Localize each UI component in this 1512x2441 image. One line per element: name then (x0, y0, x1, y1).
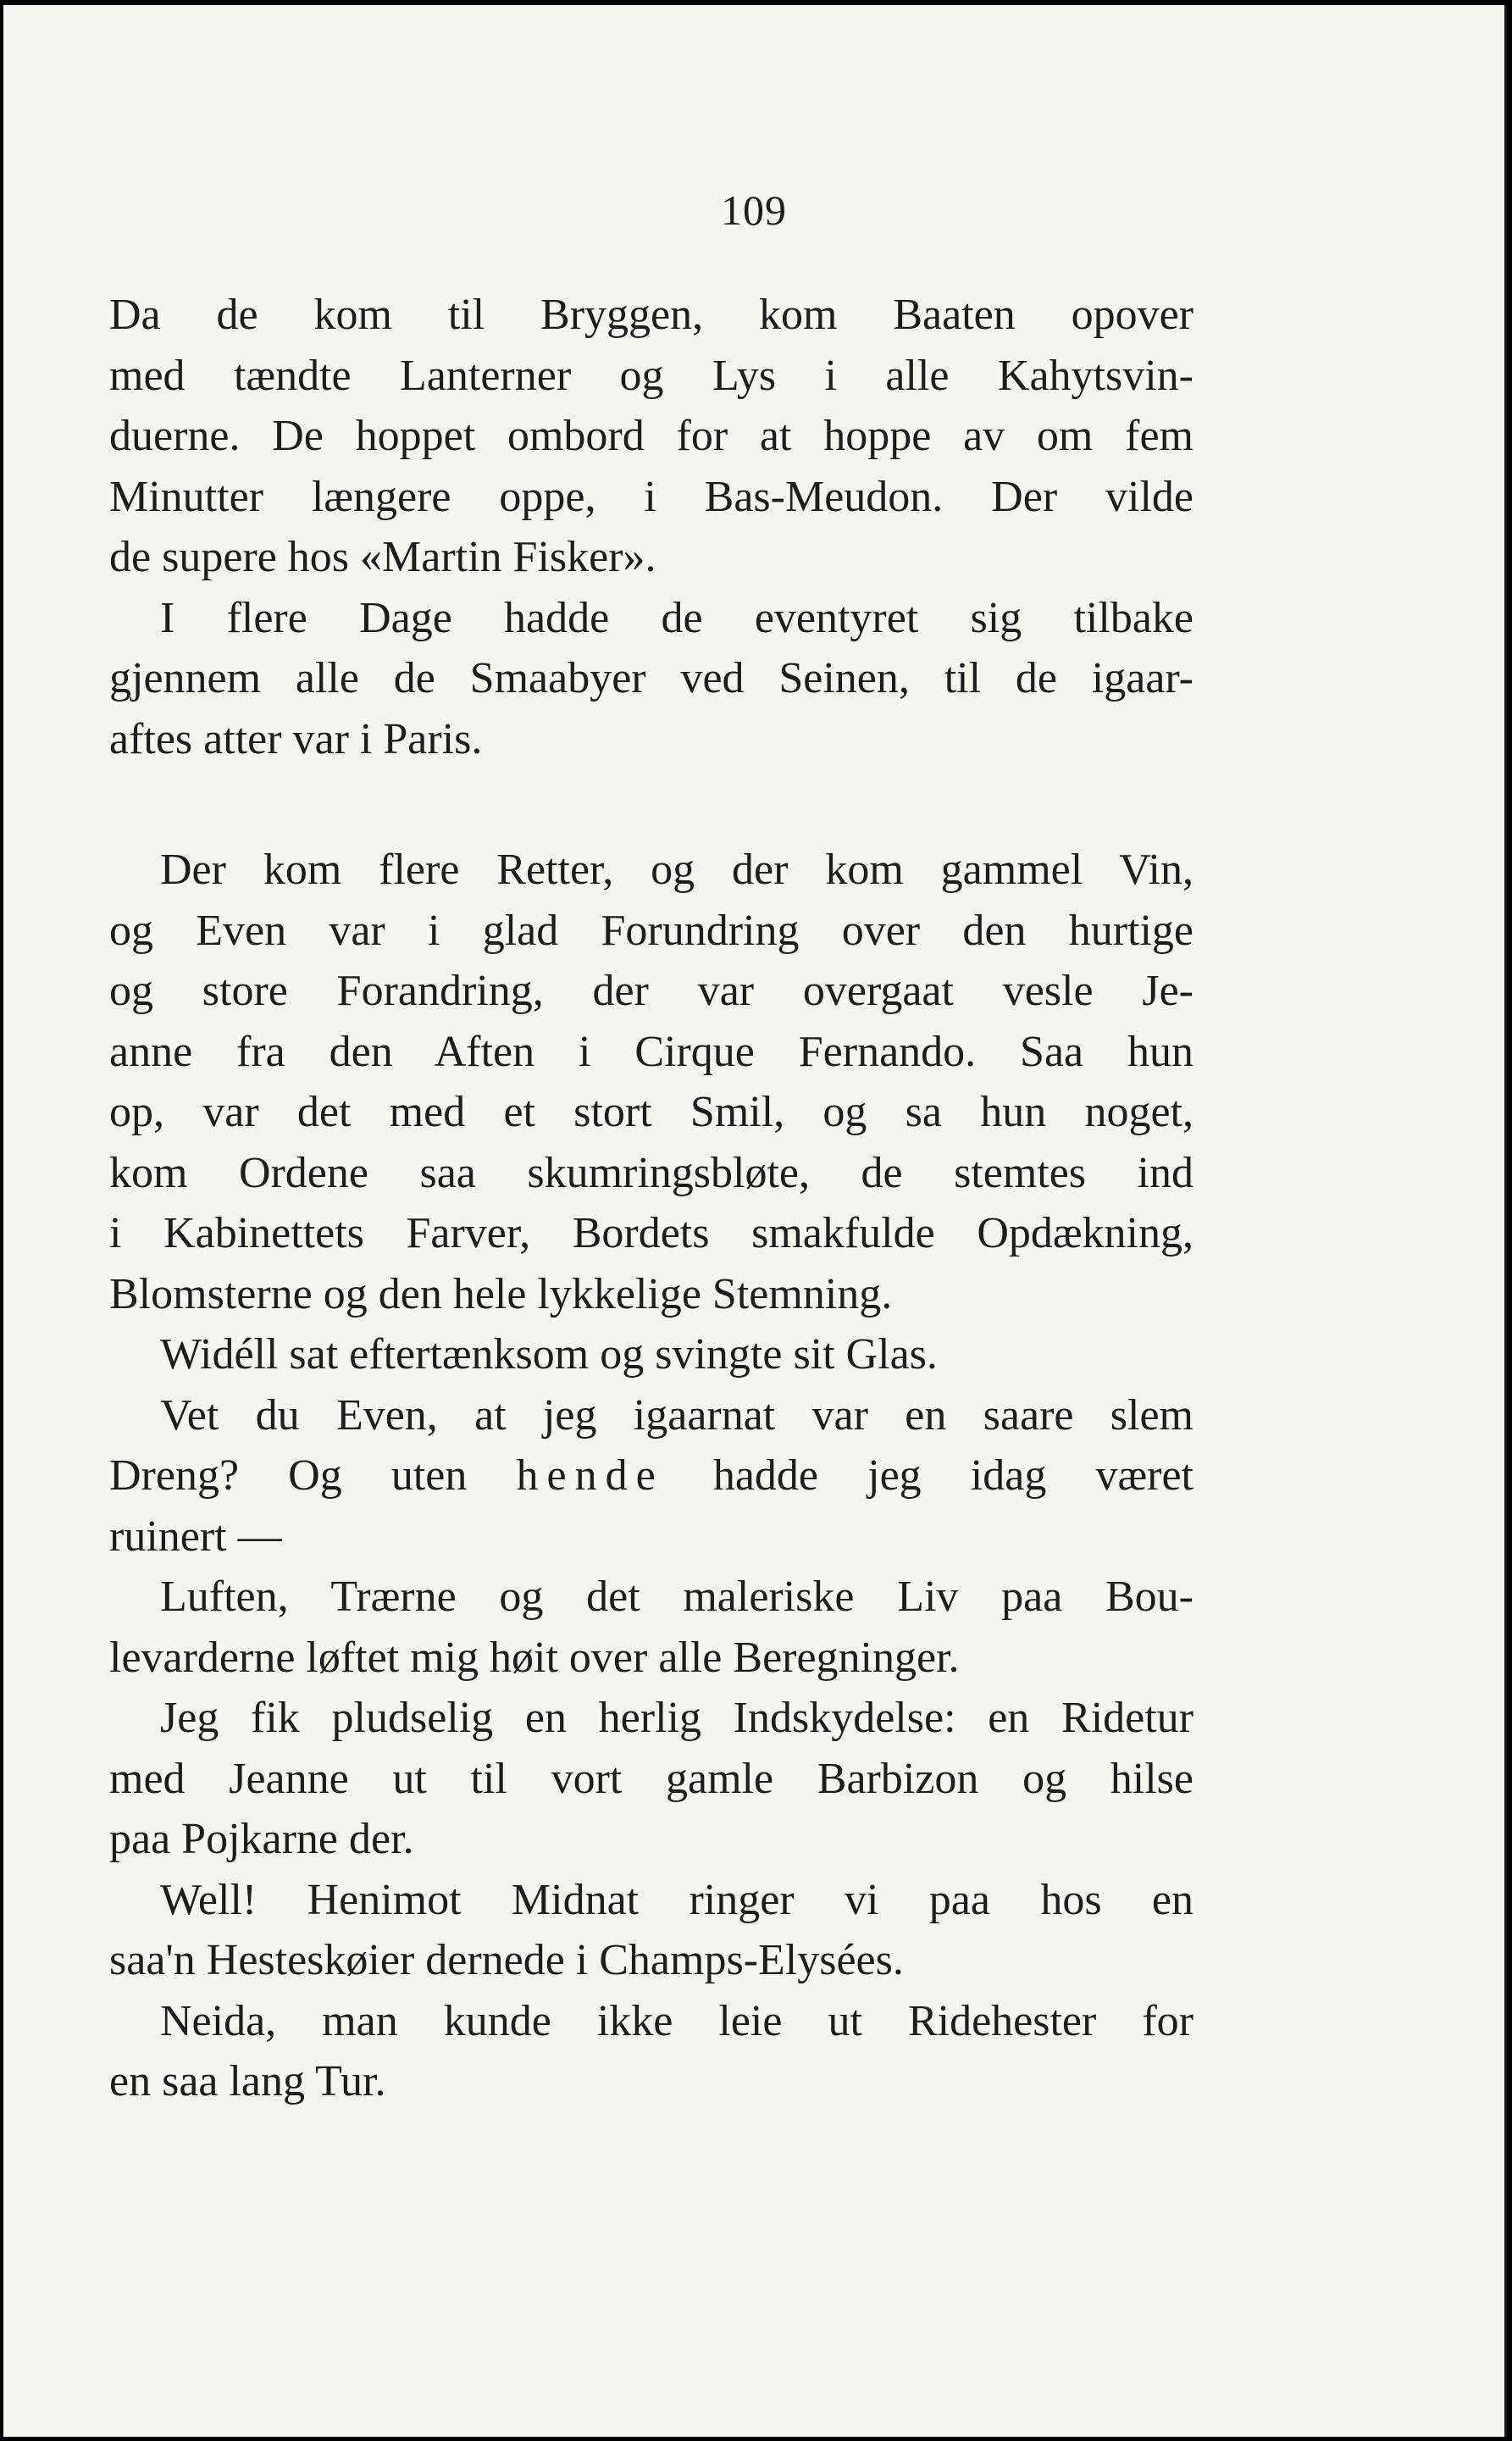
paragraph-block-2 (109, 840, 1194, 2112)
text-line: saa'n Hesteskøier dernede i Champs-Elysées. (109, 1936, 904, 1984)
text-line: duerne. De hoppet ombord for at hoppe av om fem (109, 412, 1194, 460)
text-line: en saa lang Tur. (109, 2057, 386, 2105)
text-line: I flere Dage hadde de eventyret sig tilbake (160, 593, 1194, 642)
text-line: anne fra den Aften i Cirque Fernando. Saa hun (109, 1027, 1194, 1076)
text-line: Da de kom til Bryggen, kom Baaten opover (109, 291, 1194, 339)
text-line: Vet du Even, at jeg igaarnat var en saare slem (160, 1390, 1194, 1440)
book-page (3, 5, 1507, 2437)
paragraph-block-1 (109, 285, 1194, 769)
text-line: Neida, man kunde ikke leie ut Ridehester for (160, 1996, 1194, 2045)
text-line: Widéll sat eftertænksom og svingte sit Glas. (160, 1330, 938, 1379)
text-line: i Kabinettets Farver, Bordets smakfulde Opdækning, (109, 1209, 1194, 1257)
text-line-spaced (109, 1445, 1194, 1506)
text-fragment: hadde jeg idag været (663, 1451, 1194, 1500)
text-line: op, var det med et stort Smil, og sa hun noget, (109, 1088, 1194, 1136)
text-line: ruinert — (109, 1512, 282, 1561)
text-line: de supere hos «Martin Fisker». (109, 533, 656, 581)
text-line: og Even var i glad Forundring over den hurtige (109, 906, 1194, 955)
text-line: med Jeanne ut til vort gamle Barbizon og hilse (109, 1754, 1194, 1803)
text-line: Luften, Trærne og det maleriske Liv paa Bou- (160, 1573, 1194, 1621)
text-line: Blomsterne og den hele lykkelige Stemning. (109, 1269, 893, 1318)
text-line: med tændte Lanterner og Lys i alle Kahytsvin- (109, 351, 1194, 400)
text-line: aftes atter var i Paris. (109, 714, 483, 763)
text-line: og store Forandring, der var overgaat vesle Je- (109, 967, 1194, 1015)
text-line: levarderne løftet mig høit over alle Beregninger. (109, 1633, 960, 1682)
page-number: 109 (721, 186, 787, 234)
text-fragment: Dreng? Og uten (109, 1451, 517, 1500)
text-line: Minutter længere oppe, i Bas-Meudon. Der vilde (109, 472, 1194, 521)
spaced-emphasis-word: hende (516, 1451, 664, 1500)
text-line: Well! Henimot Midnat ringer vi paa hos en (160, 1875, 1194, 1924)
text-line: gjennem alle de Smaabyer ved Seinen, til de igaar- (109, 654, 1194, 702)
text-line: kom Ordene saa skumringsbløte, de stemtes ind (109, 1148, 1194, 1197)
text-line: paa Pojkarne der. (109, 1815, 414, 1863)
text-line: Jeg fik pludselig en herlig Indskydelse: en Ridetur (160, 1694, 1194, 1742)
text-line: Der kom flere Retter, og der kom gammel Vin, (160, 846, 1194, 894)
